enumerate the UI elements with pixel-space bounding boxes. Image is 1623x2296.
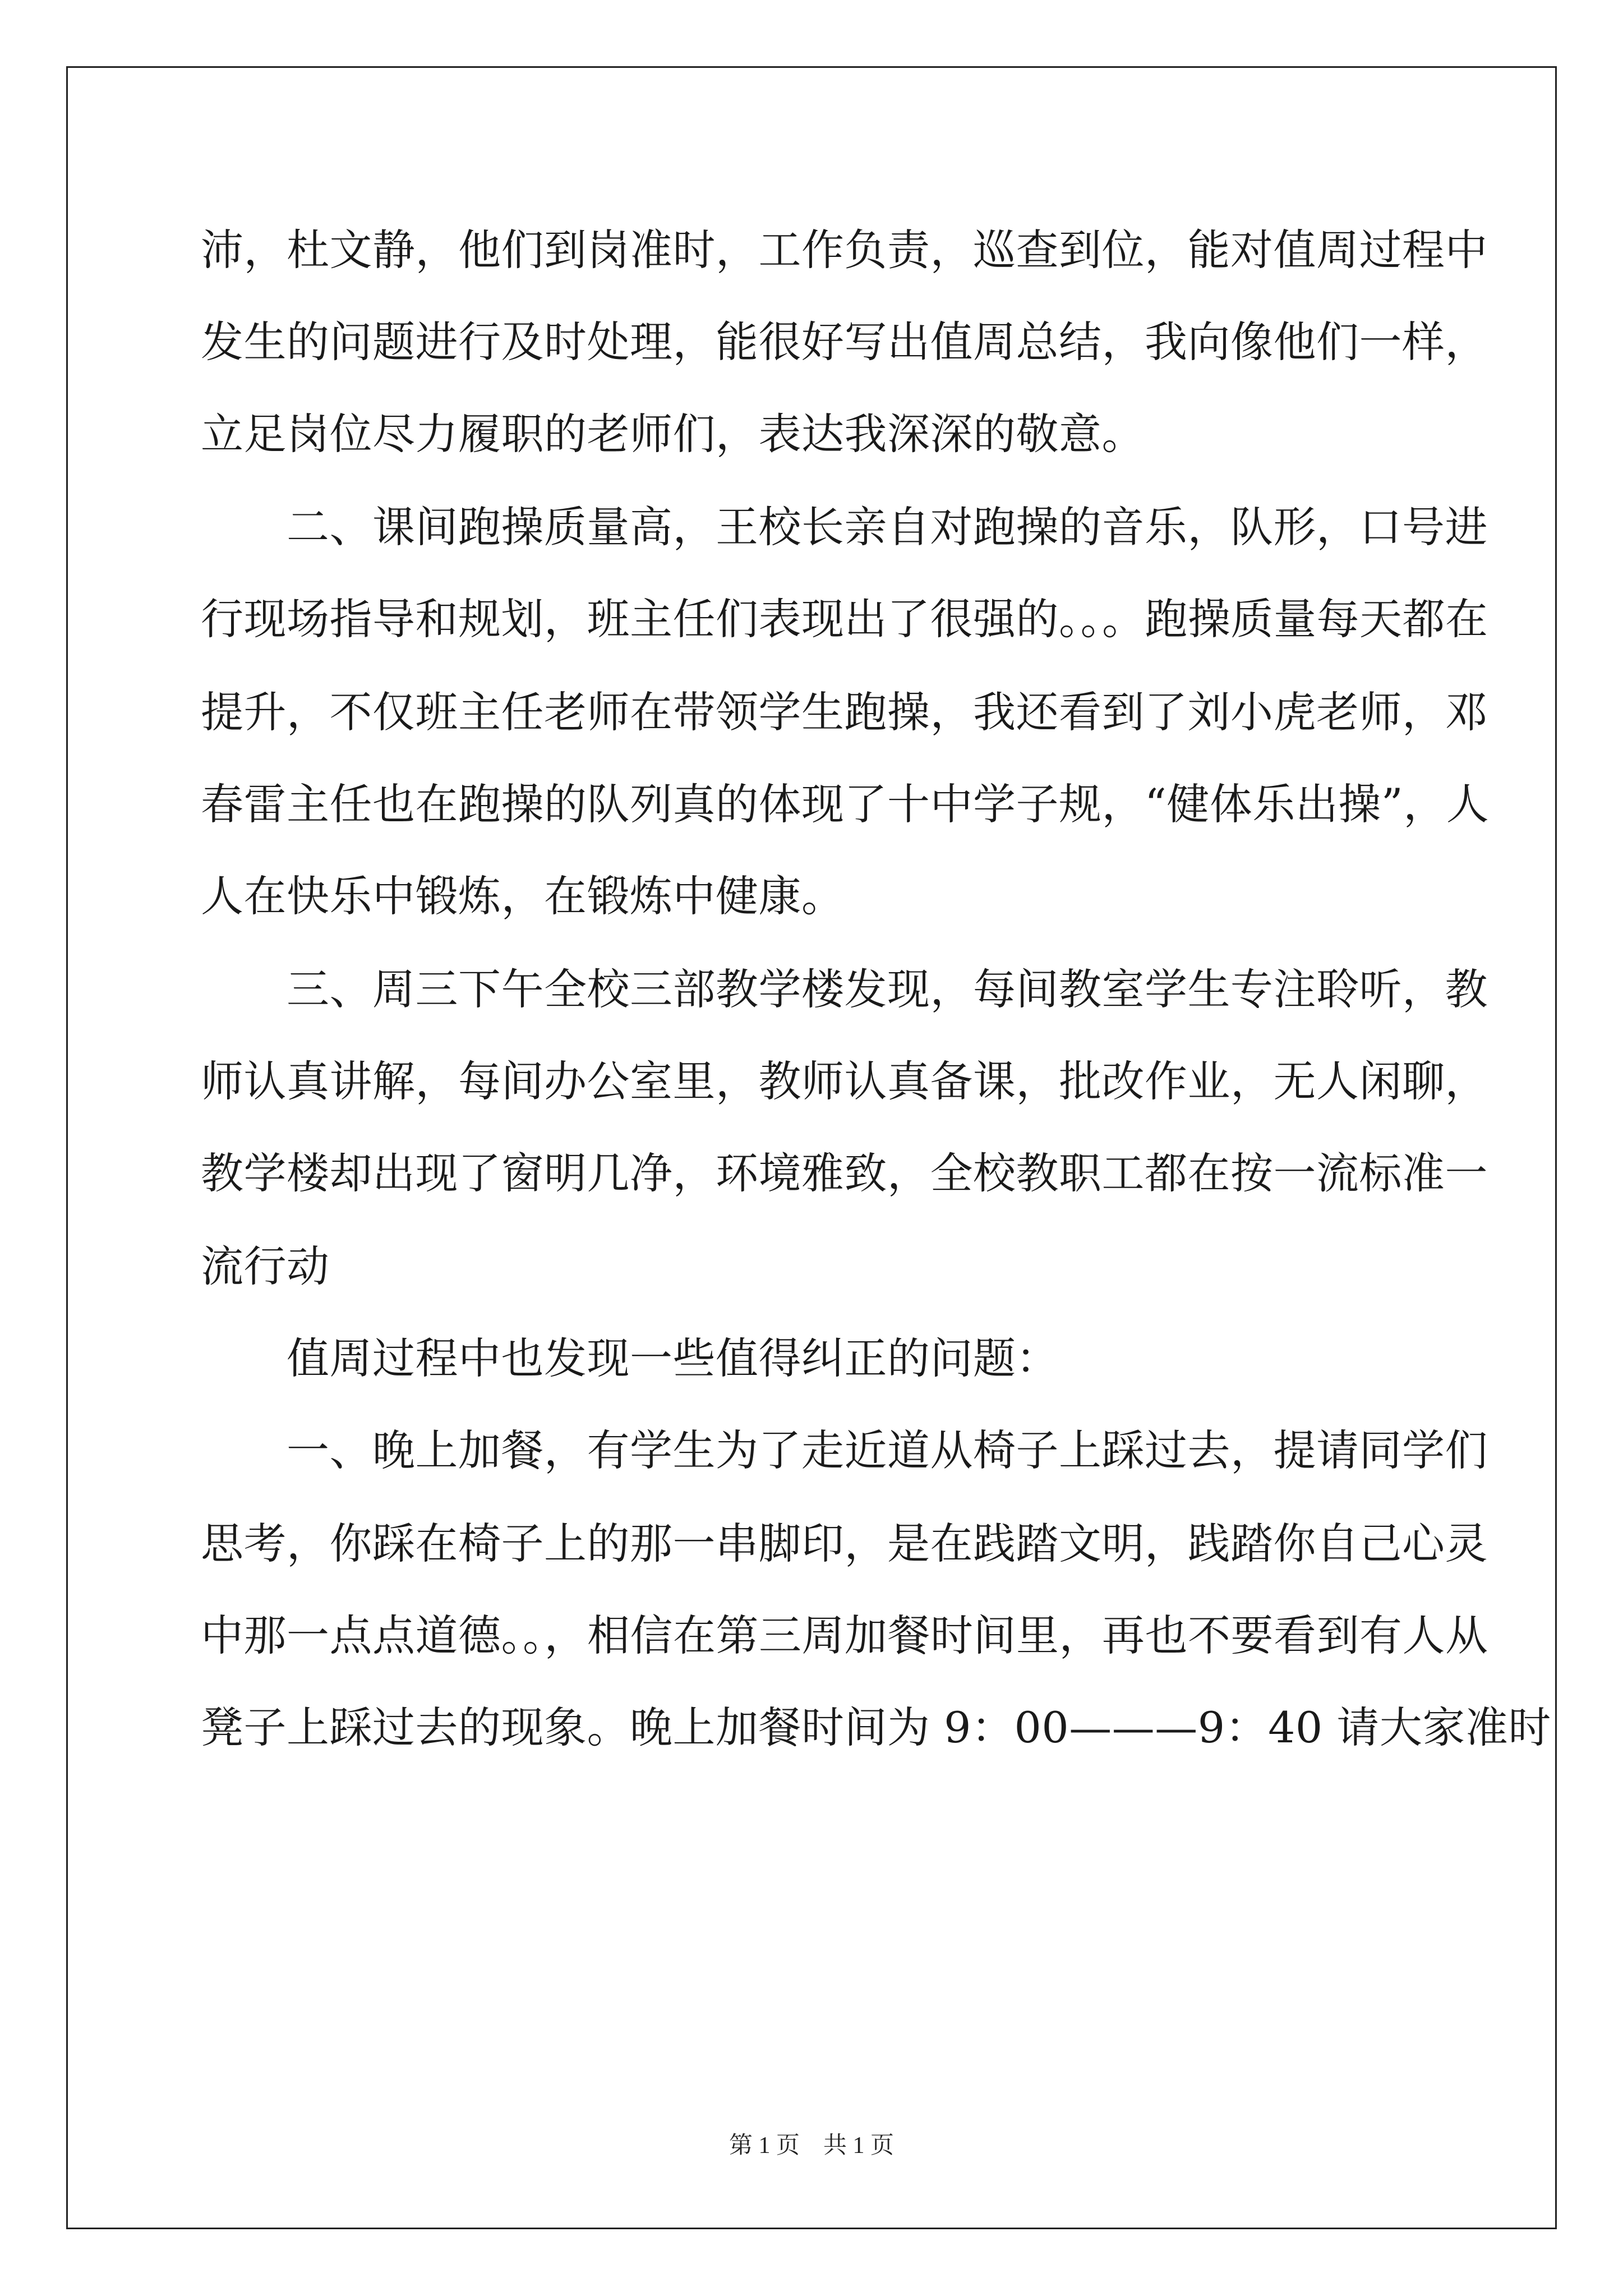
text-line: 师认真讲解，每间办公室里，教师认真备课，批改作业，无人闲聊，	[201, 1056, 1488, 1106]
text-line: 行现场指导和规划，班主任们表现出了很强的。。。跑操质量每天都在	[201, 594, 1488, 644]
text-line: 流行动	[201, 1241, 330, 1291]
text-line: 沛，杜文静，他们到岗准时，工作负责，巡查到位，能对值周过程中	[201, 225, 1488, 275]
page-footer: 第 1 页 共 1 页	[728, 2133, 894, 2159]
text-line: 春雷主任也在跑操的队列真的体现了十中学子规，“健体乐出操”，人	[201, 779, 1490, 829]
text-line: 人在快乐中锻炼，在锻炼中健康。	[201, 871, 845, 921]
text-line: 二、课间跑操质量高，王校长亲自对跑操的音乐，队形，口号进	[201, 502, 1488, 552]
text-line: 提升，不仅班主任老师在带领学生跑操，我还看到了刘小虎老师，邓	[201, 687, 1488, 737]
text-line: 一、晚上加餐，有学生为了走近道从椅子上踩过去，提请同学们	[201, 1425, 1488, 1475]
text-line: 中那一点点道德。。，相信在第三周加餐时间里，再也不要看到有人从	[201, 1611, 1488, 1660]
text-line: 值周过程中也发现一些值得纠正的问题：	[201, 1333, 1059, 1383]
text-line: 凳子上踩过去的现象。晚上加餐时间为 9：00———9：40 请大家准时	[201, 1703, 1551, 1752]
text-line: 发生的问题进行及时处理，能很好写出值周总结，我向像他们一样，	[201, 317, 1488, 367]
text-line: 三、周三下午全校三部教学楼发现，每间教室学生专注聆听，教	[201, 964, 1488, 1014]
text-line: 立足岗位尽力履职的老师们，表达我深深的敬意。	[201, 409, 1145, 459]
text-line: 教学楼却出现了窗明几净，环境雅致，全校教职工都在按一流标准一	[201, 1148, 1488, 1198]
text-line: 思考，你踩在椅子上的那一串脚印，是在践踏文明，践踏你自己心灵	[201, 1519, 1488, 1568]
